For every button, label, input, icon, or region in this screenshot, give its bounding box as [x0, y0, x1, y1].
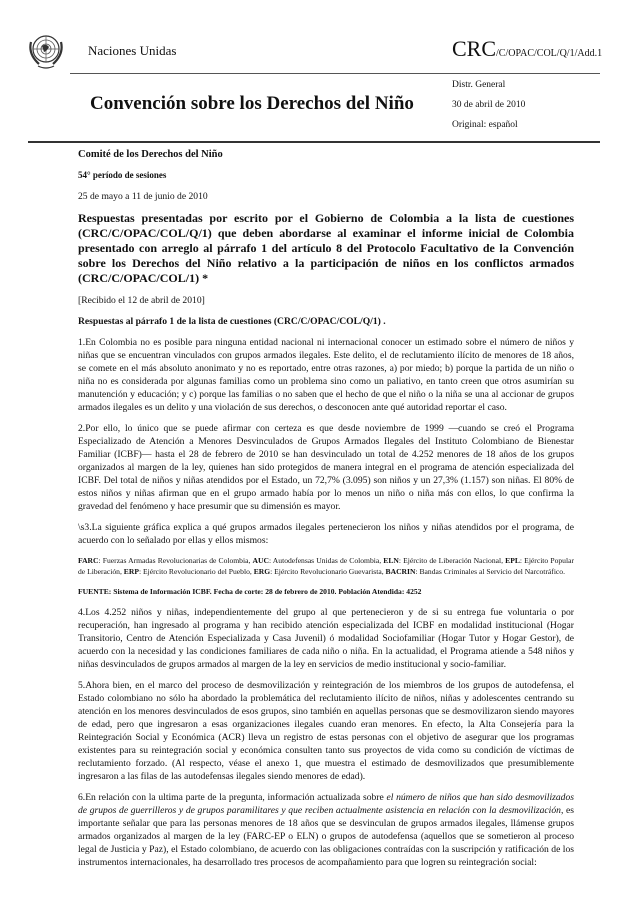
symbol-suffix: /C/OPAC/COL/Q/1/Add.1	[496, 48, 603, 59]
abbr-code: ELN	[383, 556, 399, 565]
p6-italic: el número de niños que han sido desmovilizados de grupos de guerrilleros y de grupos paramilitares y que reciben actualmente asistencia en relación con la desmovilización	[78, 792, 574, 816]
session: 54° período de sesiones	[78, 170, 167, 180]
abbr-code: ERP	[123, 567, 139, 576]
abbr-text: : Ejército Revolucionario del Pueblo,	[138, 567, 254, 576]
abbr-text: : Fuerzas Armadas Revolucionarias de Colombia,	[98, 556, 253, 565]
un-emblem-logo	[28, 32, 64, 70]
abbreviations	[78, 555, 574, 577]
paragraph-1: 1.En Colombia no es posible para ninguna entidad nacional ni internacional conocer un estimado sobre el número de niños y niñas que se encuentran vinculados con grupos armados ilegales. Este delito, el de reclutamiento ilícito de menores de 18 años, se comete en el más absoluto anonimato y no es reportado, entre otras razones, a) por miedo; b) porque la partida de un niño o niña no es considerada por algunas familias como un problema sino como un paliativo, en tanto creen que otros asumirían su manutención y educación; y c) porque las familias o no saben que el hecho de que el niño o la niña se una al accionar de grupos armados ilegales es un delito y una violación de sus derechos, o desconocen ante qué autoridad reportar el caso.	[78, 337, 574, 413]
abbr-text: : Ejército Popular de Liberación,	[78, 556, 574, 576]
abbr-code: EPL	[505, 556, 520, 565]
document-symbol	[452, 36, 602, 62]
header-rule	[70, 73, 600, 74]
abbr-code: AUC	[252, 556, 269, 565]
abbr-text: : Bandas Criminales al Servicio del Narcotráfico.	[415, 567, 565, 576]
abbr-code: BACRIN	[385, 567, 416, 576]
p6-end: , es importante señalar que para las personas menores de 18 años que se desvinculan de grupos armados ilegales, llámense grupos armados organizados al margen de la ley (FARC-EP o ELN) o grupos de autodefensa (aquellos que se sometieron al proceso legal de Justicia y Paz), el Estado colombiano, de acuerdo con las obligaciones contraídas con la suscripción y ratificación de los instrumentos internacionales, ha desarrollado tres procesos de acompañamiento para que logren su reintegración social:	[78, 805, 574, 868]
report-title: Respuestas presentadas por escrito por el Gobierno de Colombia a la lista de cuestiones (CRC/C/OPAC/COL/Q/1) que deben abordarse al examinar el informe inicial de Colombia presentado con arreglo al párrafo 1 del artículo 8 del Protocolo Facultativo de la Convención sobre los Derechos del Niño relativo a la participación de niños en los conflictos armados (CRC/C/OPAC/COL/1) *	[78, 211, 574, 285]
document-body	[78, 148, 574, 877]
session-dates: 25 de mayo a 11 de junio de 2010	[78, 191, 208, 202]
header-thick-rule	[28, 141, 600, 143]
symbol-main: CRC	[452, 36, 497, 61]
organization-name: Naciones Unidas	[88, 43, 177, 58]
paragraph-2: 2.Por ello, lo único que se puede afirmar con certeza es que desde noviembre de 1999 —cuando se creó el Programa Especializado de Atención a Menores Desvinculados de Grupos Armados Ilegales del Instituto Colombiano de Bienestar Familiar (ICBF)— hasta el 28 de febrero de 2010 se han desvinculado un total de 4.252 menores de 18 años de los grupos organizados al margen de la ley, quienes han sido protegidos de manera integral en el programa de atención especializada del ICBF. Del total de niños y niñas atendidos por el Estado, un 72,7% (3.095) son niños y un 27,3% (1.157) son niñas. El 80% de estos niños y niñas afirman que en el grupo armado había por lo menos un niño o niña más con ellos, lo que confirma la gravedad del fenómeno y hace presumir que su dimensión es mayor.	[78, 423, 574, 512]
paragraph-3: \s3.La siguiente gráfica explica a qué grupos armados ilegales pertenecieron los niños y niñas atendidos por el programa, de acuerdo con lo señalado por ellas y ellos mismos:	[78, 522, 574, 546]
abbr-code: ERG	[253, 567, 271, 576]
distribution: Distr. General	[452, 80, 506, 90]
original-language: Original: español	[452, 120, 518, 130]
abbr-code: FARC	[78, 556, 99, 565]
abbr-text: : Autodefensas Unidas de Colombia,	[268, 556, 384, 565]
document-date: 30 de abril de 2010	[452, 100, 526, 110]
abbr-text: : Ejército Revolucionario Guevarista,	[270, 567, 386, 576]
received-date: [Recibido el 12 de abril de 2010]	[78, 295, 205, 306]
section-heading: Respuestas al párrafo 1 de la lista de cuestiones (CRC/C/OPAC/COL/Q/1) .	[78, 316, 386, 327]
paragraph-4: 4.Los 4.252 niños y niñas, independientemente del grupo al que pertenecieron y de si su entrega fue voluntaria o por recuperación, han ingresado al programa y han recibido atención especializada del ICBF en modalidad institucional (Hogar Transitorio, Centro de Atención Especializada y Casa Juvenil) ó modalidad Sociofamiliar (Hogar Tutor y Hogar Gestor), de acuerdo con la necesidad y las condiciones familiares de cada niño o niña. En la actualidad, el Programa atiende a 548 niños y niñas desvinculados de grupos armados al margen de la ley en servicios de medio institucional y socio-familiar.	[78, 607, 574, 670]
p6-start: 6.En relación con la ultima parte de la pregunta, información actualizada sobre	[78, 792, 387, 803]
document-title: Convención sobre los Derechos del Niño	[90, 93, 414, 114]
source-note: FUENTE: Sistema de Información ICBF. Fecha de corte: 28 de febrero de 2010. Población Atendida: 4252	[78, 587, 422, 596]
paragraph-6	[78, 791, 574, 869]
abbr-text: : Ejército de Liberación Nacional,	[398, 556, 506, 565]
paragraph-5: 5.Ahora bien, en el marco del proceso de desmovilización y reintegración de los miembros de los grupos de autodefensa, el Estado colombiano no sólo ha abordado la problemática del reclutamiento ilícito de niños, niñas y adolescentes centrando su atención en los menores desvinculados de esos grupos, sino también en aquellas personas que se desmovilizaron siendo mayores de edad, pero que ingresaron a esas organizaciones ilegales cuando eran menores. En efecto, la Alta Consejería para la Reintegración Social y Económica (ACR) lleva un registro de estas personas con el objetivo de asegurar que los programas existentes para su reintegración social y económica consulten tanto sus proyectos de vida como su condición de víctimas de reclutamiento forzado. (Al respecto, véase el anexo 1, que muestra el estimado de desmovilizados que presumiblemente ingresaron a las filas de las autodefensas ilegales siendo menores de edad).	[78, 680, 574, 782]
committee-name: Comité de los Derechos del Niño	[78, 149, 223, 160]
